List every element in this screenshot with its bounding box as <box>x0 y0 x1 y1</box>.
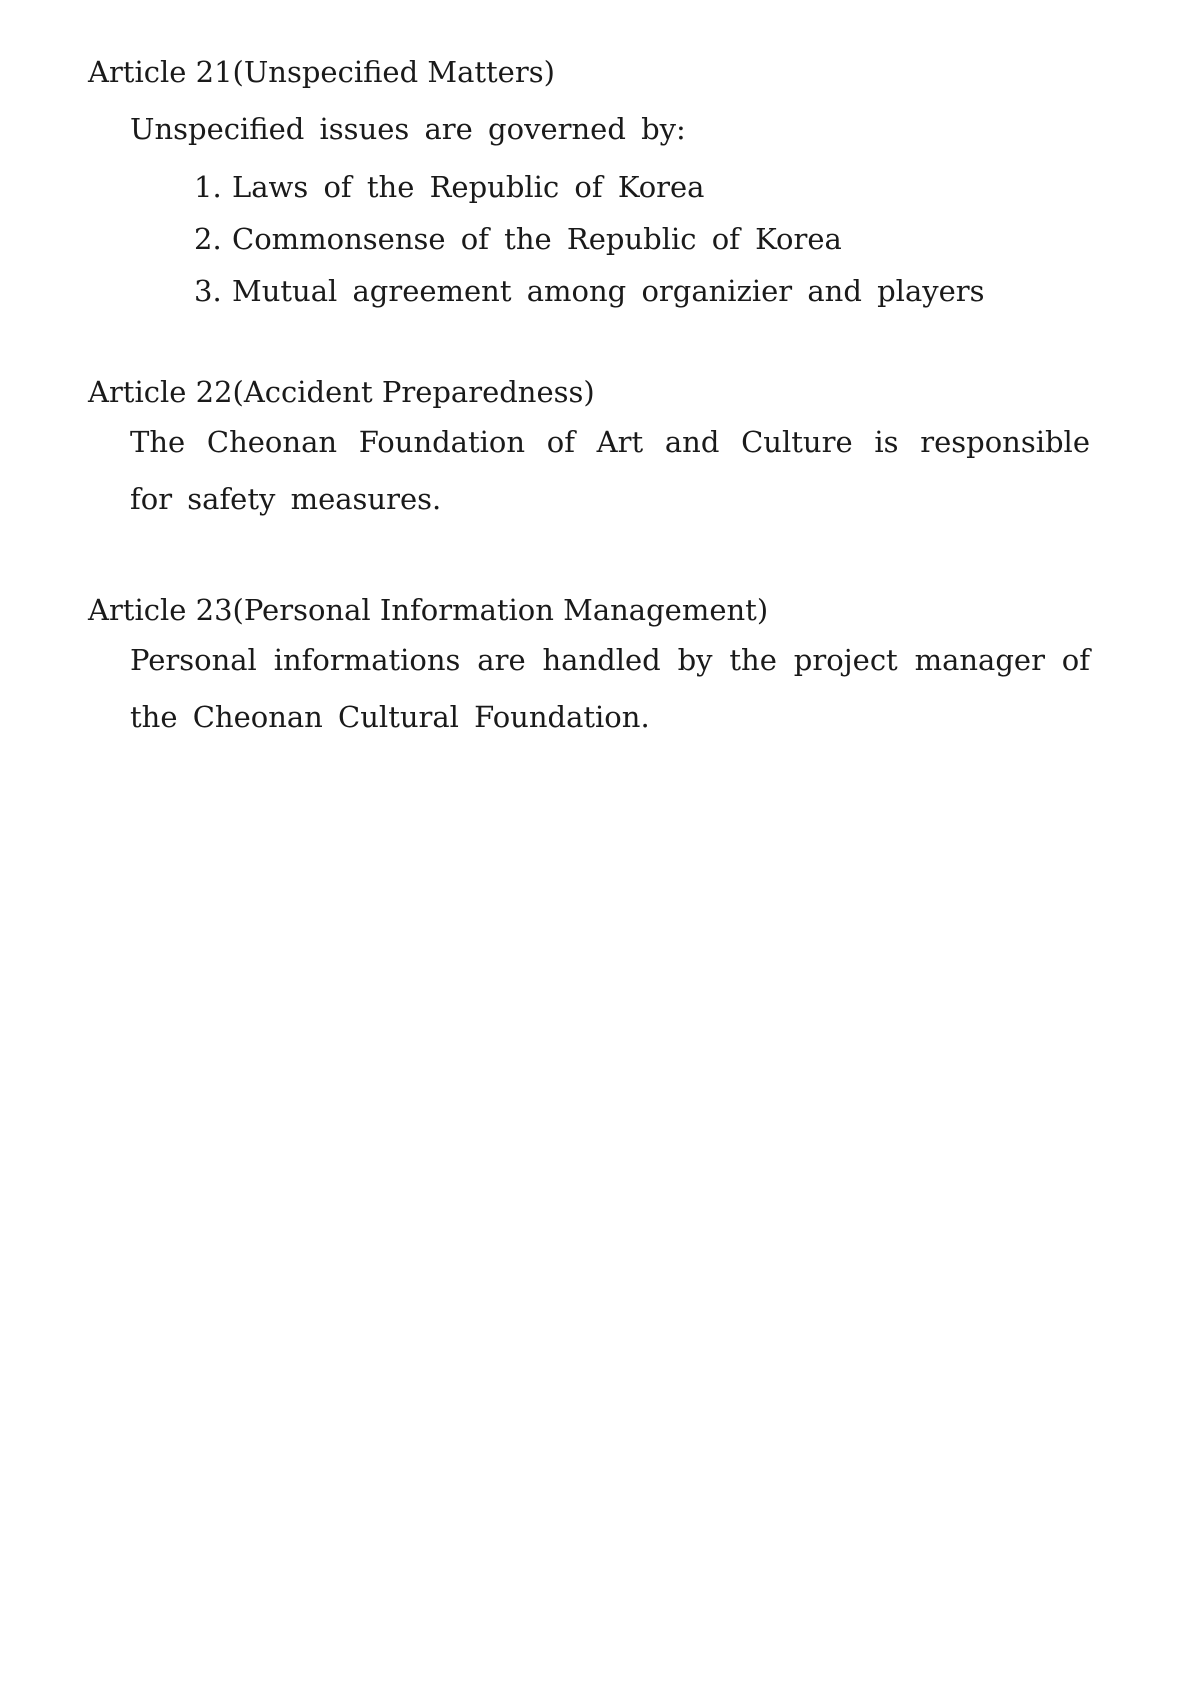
article-21-list <box>194 161 1088 317</box>
article-22-heading: Article 22(Accident Preparedness) <box>88 375 595 409</box>
list-item-number: 2. <box>194 222 222 256</box>
list-item-text: Mutual agreement among organizier and players <box>232 274 985 308</box>
article-23-heading: Article 23(Personal Information Management) <box>88 593 769 627</box>
article-21-heading: Article 21(Unspecified Matters) <box>88 55 555 89</box>
list-item <box>194 265 1088 317</box>
article-21 <box>88 52 1088 317</box>
list-item <box>194 161 1088 213</box>
article-22-body: The Cheonan Foundation of Art and Culture is responsible for safety measures. <box>130 425 1090 516</box>
list-item <box>194 213 1088 265</box>
list-item-number: 1. <box>194 170 222 204</box>
article-23-body: Personal informations are handled by the project manager of the Cheonan Cultural Foundation. <box>130 643 1090 734</box>
list-item-text: Commonsense of the Republic of Korea <box>232 222 842 256</box>
article-23 <box>88 590 1088 746</box>
article-22 <box>88 372 1088 528</box>
list-item-number: 3. <box>194 274 222 308</box>
list-item-text: Laws of the Republic of Korea <box>232 170 705 204</box>
article-21-body: Unspecified issues are governed by: <box>130 112 686 146</box>
